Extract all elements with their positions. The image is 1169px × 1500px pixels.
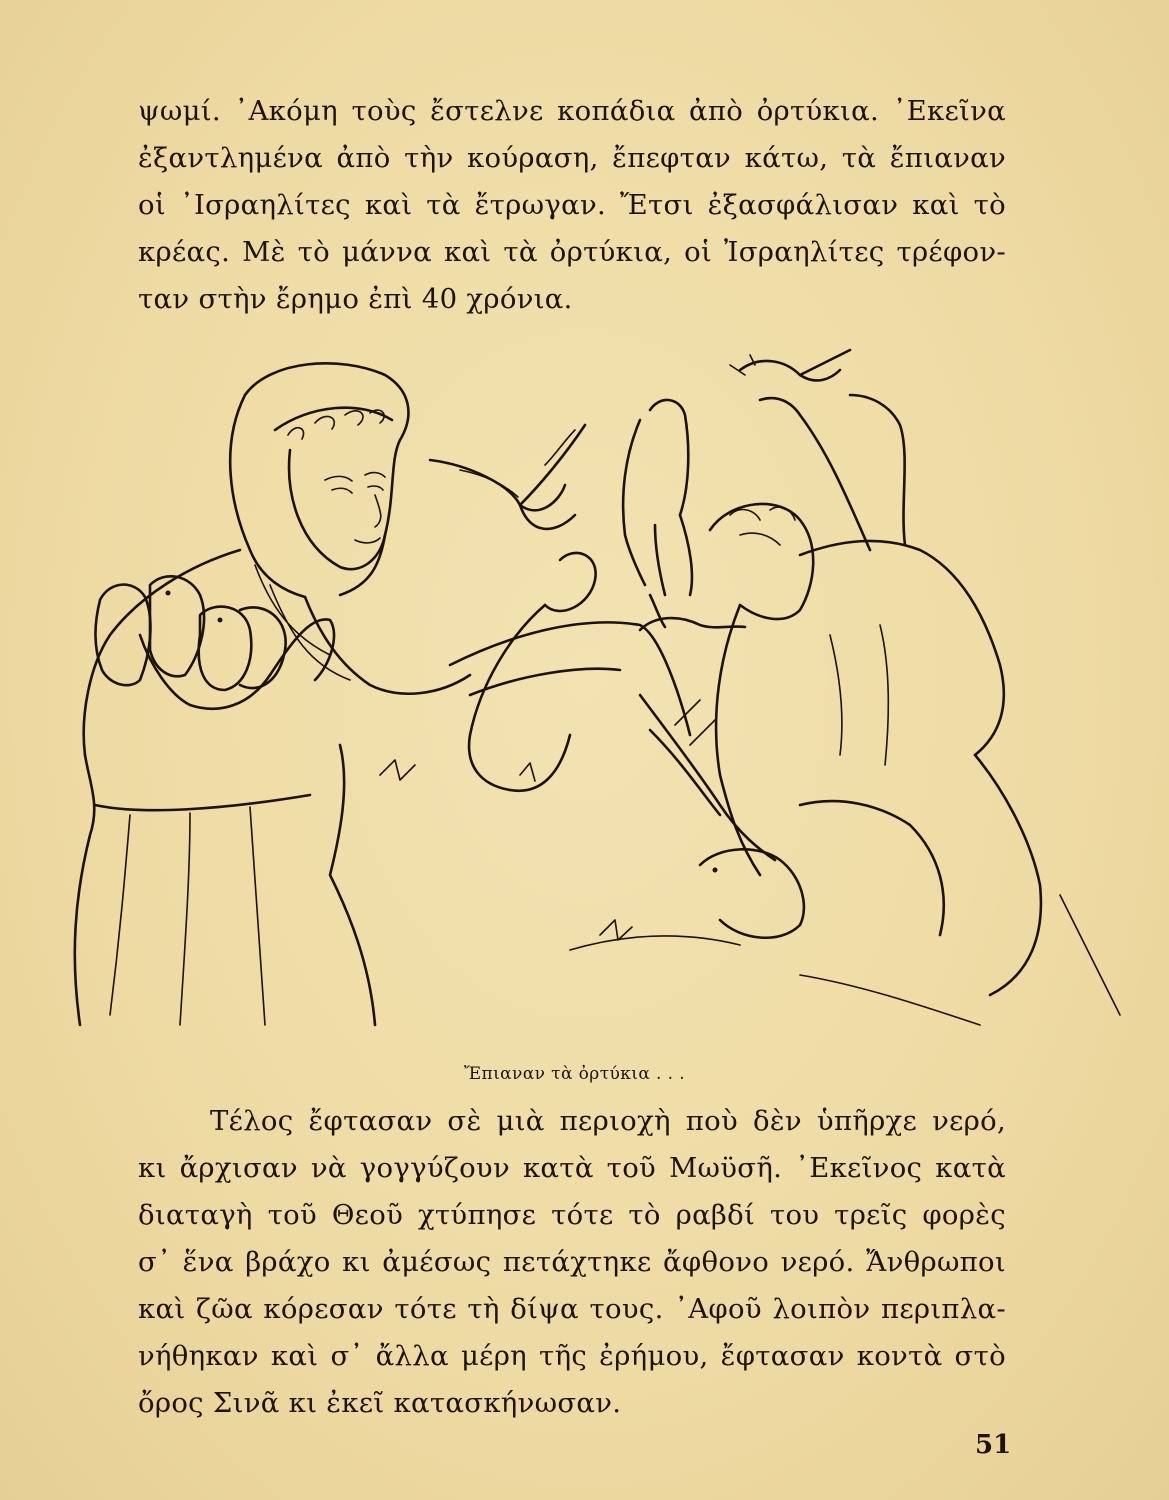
text-line: καὶ ζῶα κόρεσαν τότε τὴ δίψα τους. ᾿Αφοῦ λοιπὸν περιπλα-: [138, 1293, 1006, 1325]
text-line: διαταγὴ τοῦ Θεοῦ χτύπησε τότε τὸ ραβδί του τρεῖς φορὲς: [138, 1199, 1006, 1231]
caption-text: Ἔπιαναν τὰ ὀρτύκια . . .: [463, 1064, 686, 1084]
text-line: οἱ ᾿Ισραηλίτες καὶ τὰ ἔτρωγαν. Ἔτσι ἐξασφάλισαν καὶ τὸ: [138, 189, 1006, 221]
bottom-paragraph: [138, 1098, 1006, 1427]
illustration-people-catching-quails: [40, 335, 1140, 1055]
page-number: 51: [975, 1430, 1012, 1460]
illustration-caption: [0, 1064, 1169, 1084]
text-line: ἐξαντλημένα ἀπὸ τὴν κούραση, ἔπεφταν κάτω, τὰ ἔπιαναν: [138, 142, 1006, 174]
text-line: Τέλος ἔφτασαν σὲ μιὰ περιοχὴ ποὺ δὲν ὑπῆρχε νερό,: [210, 1105, 1006, 1137]
text-line: σ᾿ ἕνα βράχο κι ἀμέσως πετάχτηκε ἄφθονο νερό. Ἄνθρωποι: [138, 1246, 1006, 1278]
text-line: νήθηκαν καὶ σ᾿ ἄλλα μέρη τῆς ἐρήμου, ἔφτασαν κοντὰ στὸ: [138, 1340, 1006, 1372]
flying-bird-center: [430, 425, 585, 529]
top-paragraph: [138, 88, 1006, 323]
text-line: ταν στὴν ἔρημο ἐπὶ 40 χρόνια.: [138, 283, 573, 315]
woman-figure: [75, 363, 775, 1025]
text-line: κρέας. Μὲ τὸ μάννα καὶ τὰ ὀρτύκια, οἱ Ἰσραηλίτες τρέφον-: [138, 236, 1006, 268]
text-line: ψωμί. ᾿Ακόμη τοὺς ἔστελνε κοπάδια ἀπὸ ὀρτύκια. ᾿Εκεῖνα: [138, 95, 1006, 127]
text-line: κι ἄρχισαν νὰ γογγύζουν κατὰ τοῦ Μωϋσῆ. ᾿Εκεῖνος κατὰ: [138, 1152, 1006, 1184]
kneeling-man-figure: [570, 350, 1120, 1025]
text-line: ὄρος Σινᾶ κι ἐκεῖ κατασκήνωσαν.: [138, 1387, 622, 1419]
